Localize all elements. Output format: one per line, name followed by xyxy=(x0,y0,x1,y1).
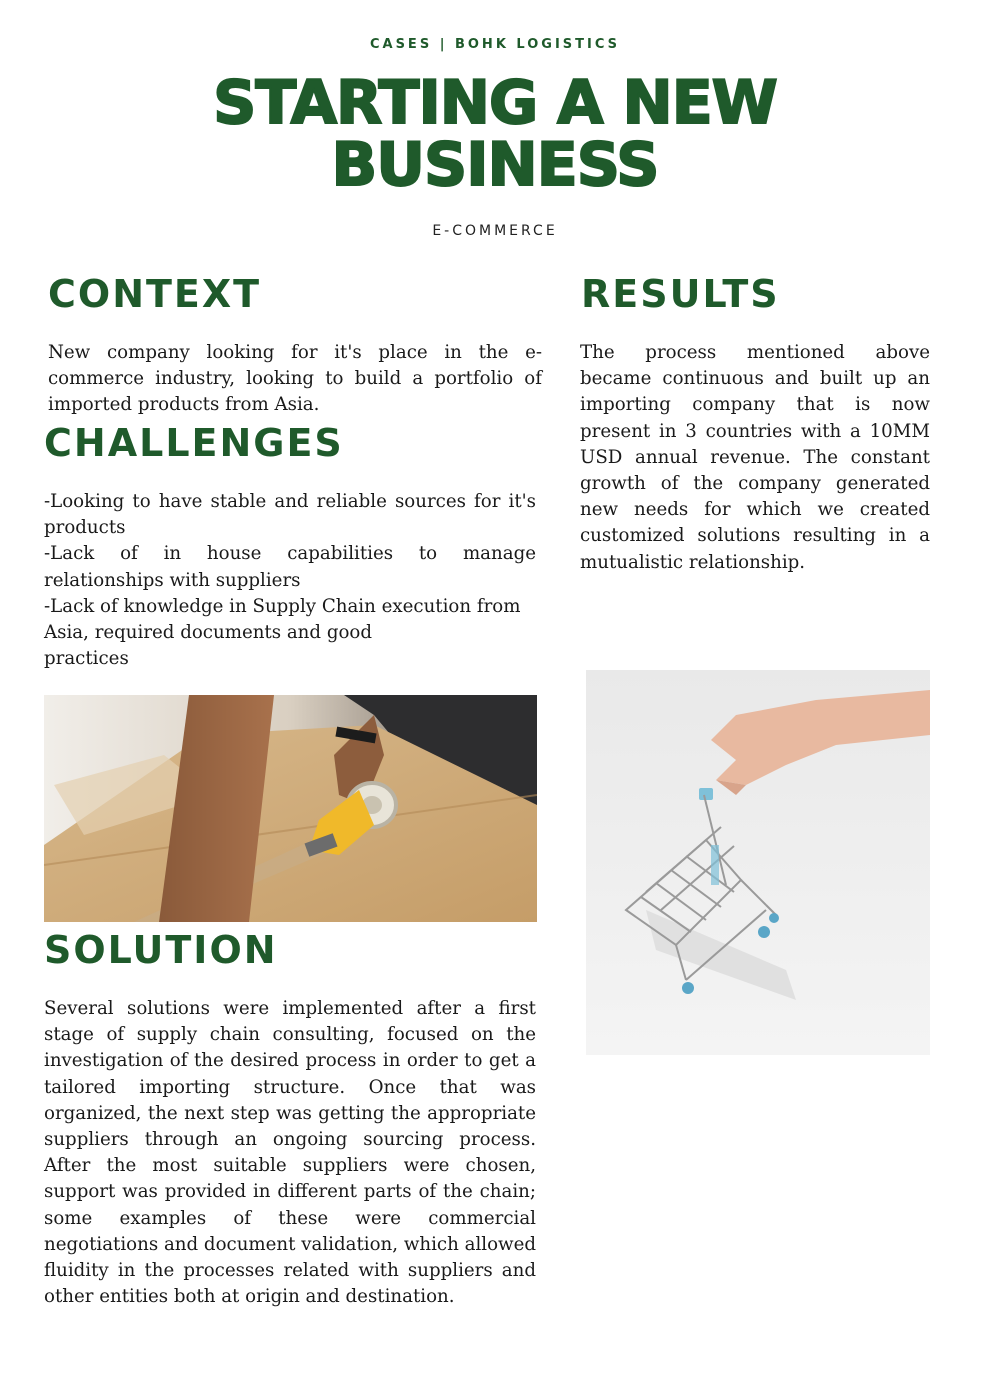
header-kicker: CASES | BOHK LOGISTICS xyxy=(369,37,621,52)
shopping-cart-photo xyxy=(586,670,930,1055)
challenges-list xyxy=(44,489,536,672)
results-heading: RESULTS xyxy=(581,272,780,316)
challenge-item: -Looking to have stable and reliable sources for it's products xyxy=(44,491,536,539)
solution-heading: SOLUTION xyxy=(44,928,278,972)
challenge-item: -Lack of knowledge in Supply Chain execution from Asia, required documents and good xyxy=(44,595,521,644)
context-text: New company looking for it's place in the e-commerce industry, looking to build a portfolio of imported products from Asia. xyxy=(48,342,542,416)
context-heading: CONTEXT xyxy=(48,272,262,316)
page-title-line-2: BUSINESS xyxy=(331,130,659,200)
challenge-item: -Lack of in house capabilities to manage relationships with suppliers xyxy=(44,543,536,591)
page-title-line-1: STARTING A NEW xyxy=(213,68,777,138)
challenge-item: practices xyxy=(44,648,129,670)
page-subtitle: E-COMMERCE xyxy=(432,223,558,239)
solution-text: Several solutions were implemented after a first stage of supply chain consulting, focused on the investigation of the desired process in order to get a tailored importing structure. Once that was organized, the next step was getting the appropriate suppliers through an ongoing sourcing process. After the most suitable suppliers were chosen, support was provided in different parts of the chain; some examples of these were commercial negotiations and document validation, which allowed fluidity in the processes related with suppliers and other entities both at origin and destination. xyxy=(44,998,536,1308)
packing-box-illustration xyxy=(44,695,537,922)
page-title xyxy=(0,68,990,200)
results-text: The process mentioned above became continuous and built up an importing company that is now present in 3 countries with a 10MM USD annual revenue. The constant growth of the company generated new needs for which we created customized solutions resulting in a mutualistic relationship. xyxy=(580,342,930,573)
challenges-heading: CHALLENGES xyxy=(44,421,344,465)
shopping-cart-illustration xyxy=(586,670,930,1055)
packing-box-photo xyxy=(44,695,537,922)
